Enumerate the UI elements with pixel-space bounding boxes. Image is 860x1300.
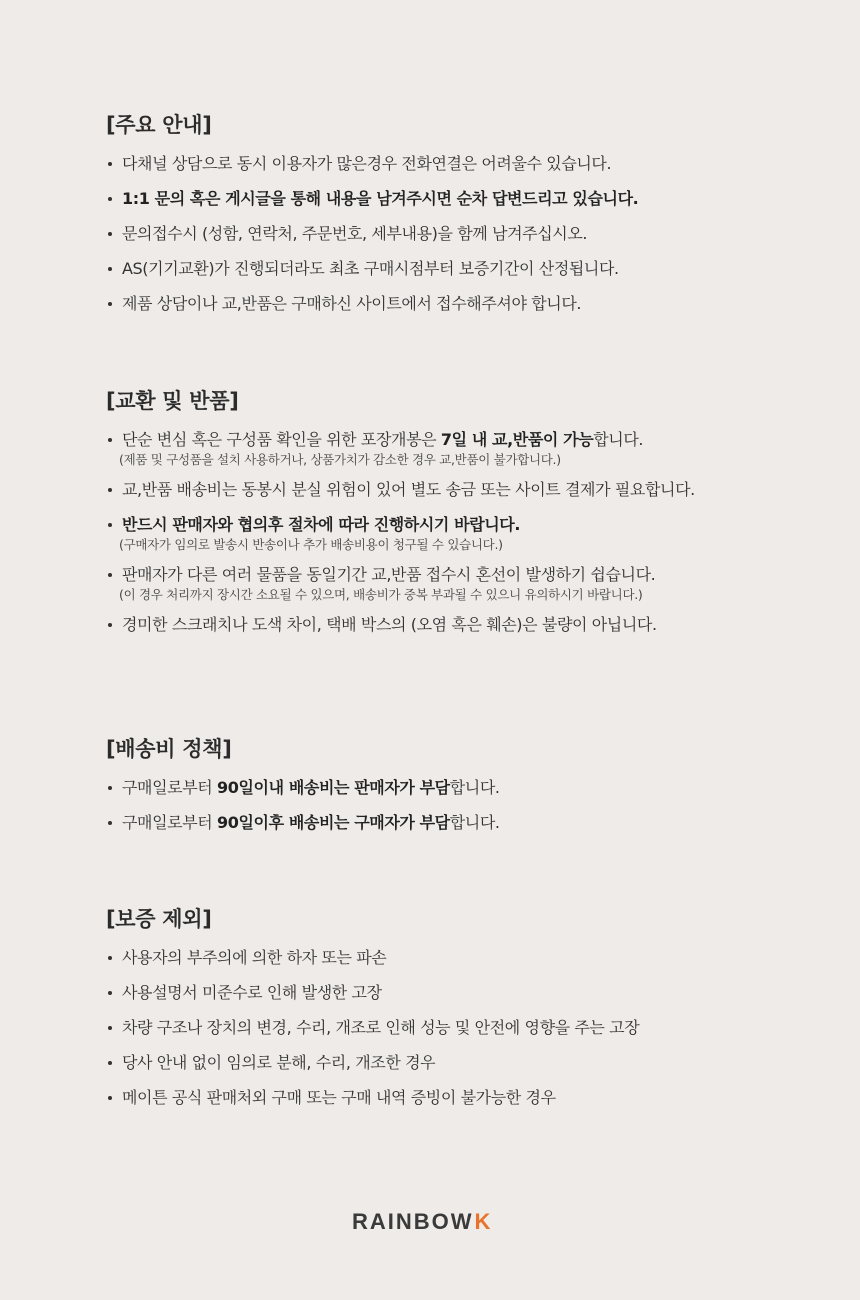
item-note: (제품 및 구성품을 설치 사용하거나, 상품가치가 감소한 경우 교,반품이 불가합니다.)	[119, 452, 561, 467]
item-text	[122, 1018, 806, 1038]
section-title: [교환 및 반품]	[106, 389, 239, 413]
body-text: 판매자가 다른 여러 물품을 동일기간 교,반품 접수시 혼선이 발생하기 쉽습니다.	[122, 565, 656, 584]
item-note: (이 경우 처리까지 장시간 소요될 수 있으며, 배송비가 중복 부과될 수 있으니 유의하시기 바랍니다.)	[119, 587, 643, 602]
list-item	[106, 1088, 806, 1108]
bullet-icon	[108, 302, 112, 306]
list-item	[106, 1053, 806, 1073]
bullet-icon	[108, 956, 112, 960]
bullet-icon	[108, 232, 112, 236]
bullet-icon	[108, 1096, 112, 1100]
list-item	[106, 778, 806, 798]
body-text: 단순 변심 혹은 구성품 확인을 위한 포장개봉은	[122, 430, 441, 449]
section-exchange-return	[106, 386, 806, 650]
item-text	[122, 480, 806, 500]
list-item	[106, 259, 806, 279]
bullet-icon	[108, 623, 112, 627]
section-warranty-exclusions	[106, 904, 806, 1123]
body-text: 합니다.	[593, 430, 644, 449]
body-text: 구매일로부터	[122, 813, 218, 832]
bullet-icon	[108, 1026, 112, 1030]
item-text	[122, 948, 806, 968]
bullet-icon	[108, 438, 112, 442]
body-text: AS(기기교환)가 진행되더라도 최초 구매시점부터 보증기간이 산정됩니다.	[122, 259, 619, 278]
body-text: 합니다.	[449, 813, 500, 832]
body-text: 사용자의 부주의에 의한 하자 또는 파손	[122, 948, 387, 967]
item-text	[122, 778, 806, 798]
emphasis-text: 1:1 문의 혹은 게시글을 통해 내용을 남겨주시면 순차 답변드리고 있습니다.	[122, 189, 639, 208]
bullet-icon	[108, 197, 112, 201]
item-text	[122, 224, 806, 244]
bullet-icon	[108, 488, 112, 492]
item-text	[122, 294, 806, 314]
list-item	[106, 224, 806, 244]
notice-list	[106, 948, 806, 1108]
notice-list	[106, 430, 806, 635]
emphasis-text: 반드시 판매자와 협의후 절차에 따라 진행하시기 바랍니다.	[122, 515, 521, 534]
list-item	[106, 948, 806, 968]
bullet-icon	[108, 991, 112, 995]
logo-wordmark: RAINBOW	[352, 1209, 474, 1234]
list-item	[106, 294, 806, 314]
item-text	[122, 259, 806, 279]
body-text: 합니다.	[449, 778, 500, 797]
body-text: 제품 상담이나 교,반품은 구매하신 사이트에서 접수해주셔야 합니다.	[122, 294, 582, 313]
item-text	[122, 189, 806, 209]
bullet-icon	[108, 821, 112, 825]
item-text	[122, 565, 806, 585]
list-item	[106, 1018, 806, 1038]
list-item	[106, 615, 806, 635]
item-text	[122, 515, 806, 535]
body-text: 다채널 상담으로 동시 이용자가 많은경우 전화연결은 어려울수 있습니다.	[122, 154, 612, 173]
item-text	[122, 983, 806, 1003]
logo-k-mark: K	[474, 1209, 493, 1234]
brand-logo	[352, 1206, 492, 1238]
notice-list	[106, 778, 806, 833]
section-main-notice	[106, 110, 806, 329]
list-item	[106, 430, 806, 468]
item-note: (구매자가 임의로 발송시 반송이나 추가 배송비용이 청구될 수 있습니다.)	[119, 537, 503, 552]
body-text: 교,반품 배송비는 동봉시 분실 위험이 있어 별도 송금 또는 사이트 결제가 필요합니다.	[122, 480, 695, 499]
item-text	[122, 813, 806, 833]
item-text	[122, 430, 806, 450]
emphasis-text: 7일 내 교,반품이 가능	[440, 430, 594, 449]
item-text	[122, 1088, 806, 1108]
body-text: 구매일로부터	[122, 778, 218, 797]
bullet-icon	[108, 1061, 112, 1065]
section-title: [주요 안내]	[106, 113, 212, 137]
body-text: 메이튼 공식 판매처외 구매 또는 구매 내역 증빙이 불가능한 경우	[122, 1088, 556, 1107]
section-title: [보증 제외]	[106, 907, 212, 931]
item-text	[122, 154, 806, 174]
bullet-icon	[108, 267, 112, 271]
list-item	[106, 189, 806, 209]
item-text	[122, 1053, 806, 1073]
list-item	[106, 480, 806, 500]
list-item	[106, 565, 806, 603]
list-item	[106, 983, 806, 1003]
section-shipping-policy	[106, 734, 806, 848]
body-text: 경미한 스크래치나 도색 차이, 택배 박스의 (오염 혹은 훼손)은 불량이 아닙니다.	[122, 615, 657, 634]
body-text: 당사 안내 없이 임의로 분해, 수리, 개조한 경우	[122, 1053, 436, 1072]
item-text	[122, 615, 806, 635]
list-item	[106, 515, 806, 553]
body-text: 사용설명서 미준수로 인해 발생한 고장	[122, 983, 382, 1002]
bullet-icon	[108, 786, 112, 790]
list-item	[106, 154, 806, 174]
emphasis-text: 90일이후 배송비는 구매자가 부담	[217, 813, 450, 832]
bullet-icon	[108, 573, 112, 577]
section-title: [배송비 정책]	[106, 737, 232, 761]
body-text: 문의접수시 (성함, 연락처, 주문번호, 세부내용)을 함께 남겨주십시오.	[122, 224, 588, 243]
body-text: 차량 구조나 장치의 변경, 수리, 개조로 인해 성능 및 안전에 영향을 주는 고장	[122, 1018, 640, 1037]
list-item	[106, 813, 806, 833]
emphasis-text: 90일이내 배송비는 판매자가 부담	[217, 778, 450, 797]
bullet-icon	[108, 162, 112, 166]
notice-list	[106, 154, 806, 314]
bullet-icon	[108, 523, 112, 527]
